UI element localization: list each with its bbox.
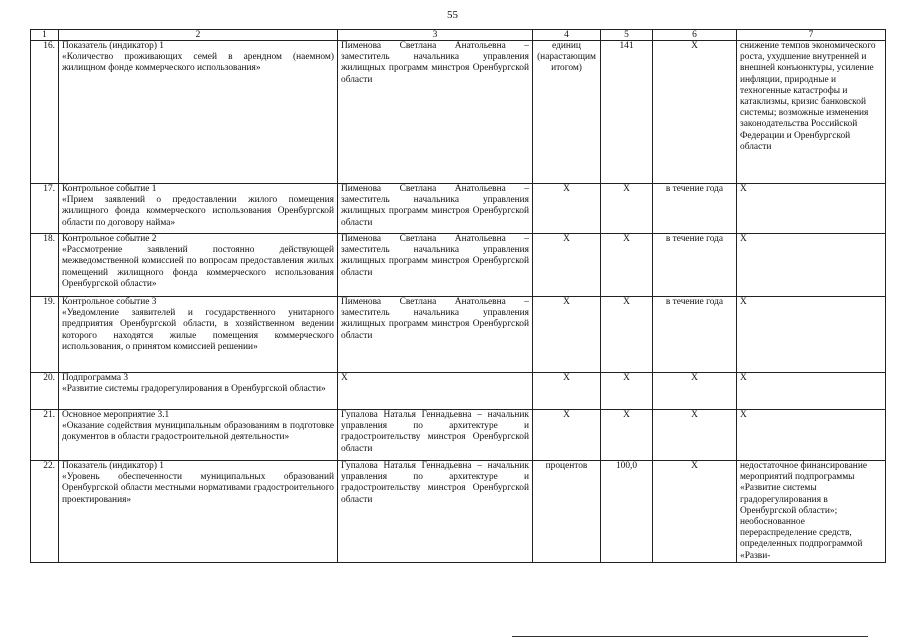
unit-cell: X [533,234,601,297]
row-number: 17. [31,184,59,234]
item-title: «Количество проживающих семей в арендном (наемном) жилищном фонде коммерческого использования» [62,52,334,74]
risks-cell: X [737,234,886,297]
unit-cell: единиц (нарастающим итогом) [533,41,601,184]
risks-cell: X [737,373,886,410]
column-number: 7 [737,30,886,41]
plan-table [30,29,886,563]
value-cell: 141 [601,41,653,184]
responsible-cell: Гупалова Наталья Геннадьевна – начальник управления по архитектуре и градостроительству минстроя Оренбургской области [338,461,533,563]
responsible-cell: Пименова Светлана Анатольевна – заместитель начальника управления жилищных программ минстроя Оренбургской области [338,234,533,297]
unit-cell: X [533,410,601,461]
column-number: 6 [653,30,737,41]
term-cell: в течение года [653,184,737,234]
table-row [31,373,886,410]
item-title: «Рассмотрение заявлений постоянно действующей межведомственной комиссией по вопросам предоставления жилых помещений жилищного фонда коммерческого использования Оренбургской области» [62,245,334,289]
term-cell: X [653,41,737,184]
row-number: 20. [31,373,59,410]
unit-cell: процентов [533,461,601,563]
item-title: «Уведомление заявителей и государственного унитарного предприятия Оренбургской области, в хозяйственном ведении которого находятся жилые помещения коммерческого использования, о принятом комиссией решении» [62,308,334,352]
risks-cell: X [737,184,886,234]
bottom-rule [512,636,868,637]
item-type: Подпрограмма 3 [62,373,129,383]
item-name-cell [59,373,338,410]
term-cell: X [653,410,737,461]
unit-cell: X [533,297,601,373]
responsible-cell: X [338,373,533,410]
item-name-cell [59,461,338,563]
item-type: Контрольное событие 1 [62,184,157,194]
item-name-cell [59,41,338,184]
value-cell: X [601,410,653,461]
risks-cell: снижение темпов экономического роста, ухудшение внутренней и внешней конъюнктуры, усиление инфляции, природные и техногенные катастрофы и катаклизмы, кризис банковской системы; возможные изменения законодательства Российской Федерации и Оренбургской области [737,41,886,184]
row-number: 19. [31,297,59,373]
item-type: Контрольное событие 2 [62,234,157,244]
table-row [31,184,886,234]
responsible-cell: Гупалова Наталья Геннадьевна – начальник управления по архитектуре и градостроительству минстроя Оренбургской области [338,410,533,461]
term-cell: в течение года [653,234,737,297]
responsible-cell: Пименова Светлана Анатольевна – заместитель начальника управления жилищных программ минстроя Оренбургской области [338,184,533,234]
column-number-row [31,30,886,41]
row-number: 21. [31,410,59,461]
term-cell: X [653,373,737,410]
column-number: 1 [31,30,59,41]
value-cell: X [601,184,653,234]
column-number: 4 [533,30,601,41]
row-number: 22. [31,461,59,563]
row-number: 16. [31,41,59,184]
item-type: Контрольное событие 3 [62,297,157,307]
value-cell: X [601,234,653,297]
item-title: «Прием заявлений о предоставлении жилого помещения жилищного фонда коммерческого использования Оренбургской области по договору найма» [62,195,334,228]
table-row [31,297,886,373]
item-name-cell [59,410,338,461]
table-row [31,410,886,461]
term-cell: в течение года [653,297,737,373]
risks-cell: X [737,410,886,461]
item-title: «Развитие системы градорегулирования в Оренбургской области» [62,384,326,395]
value-cell: 100,0 [601,461,653,563]
value-cell: X [601,297,653,373]
item-title: «Уровень обеспеченности муниципальных образований Оренбургской области местными нормативами градостроительного проектирования» [62,472,334,505]
table-row [31,461,886,563]
table-row [31,41,886,184]
table-row [31,234,886,297]
risks-cell: X [737,297,886,373]
row-number: 18. [31,234,59,297]
column-number: 3 [338,30,533,41]
unit-cell: X [533,373,601,410]
value-cell: X [601,373,653,410]
page-number: 55 [447,9,458,21]
item-title: «Оказание содействия муниципальным образованиям в подготовке документов в области градостроительной деятельности» [62,421,334,443]
column-number: 5 [601,30,653,41]
item-name-cell [59,297,338,373]
risks-cell: недостаточное финансирование мероприятий подпрограммы «Развитие системы градорегулирования в Оренбургской области»; необоснованное перераспределение средств, определенных подпрограммой «Разви- [737,461,886,563]
item-type: Показатель (индикатор) 1 [62,461,164,471]
responsible-cell: Пименова Светлана Анатольевна – заместитель начальника управления жилищных программ минстроя Оренбургской области [338,41,533,184]
unit-cell: X [533,184,601,234]
responsible-cell: Пименова Светлана Анатольевна – заместитель начальника управления жилищных программ минстроя Оренбургской области [338,297,533,373]
item-name-cell [59,184,338,234]
term-cell: X [653,461,737,563]
item-name-cell [59,234,338,297]
item-type: Показатель (индикатор) 1 [62,41,164,51]
item-type: Основное мероприятие 3.1 [62,410,170,420]
column-number: 2 [59,30,338,41]
